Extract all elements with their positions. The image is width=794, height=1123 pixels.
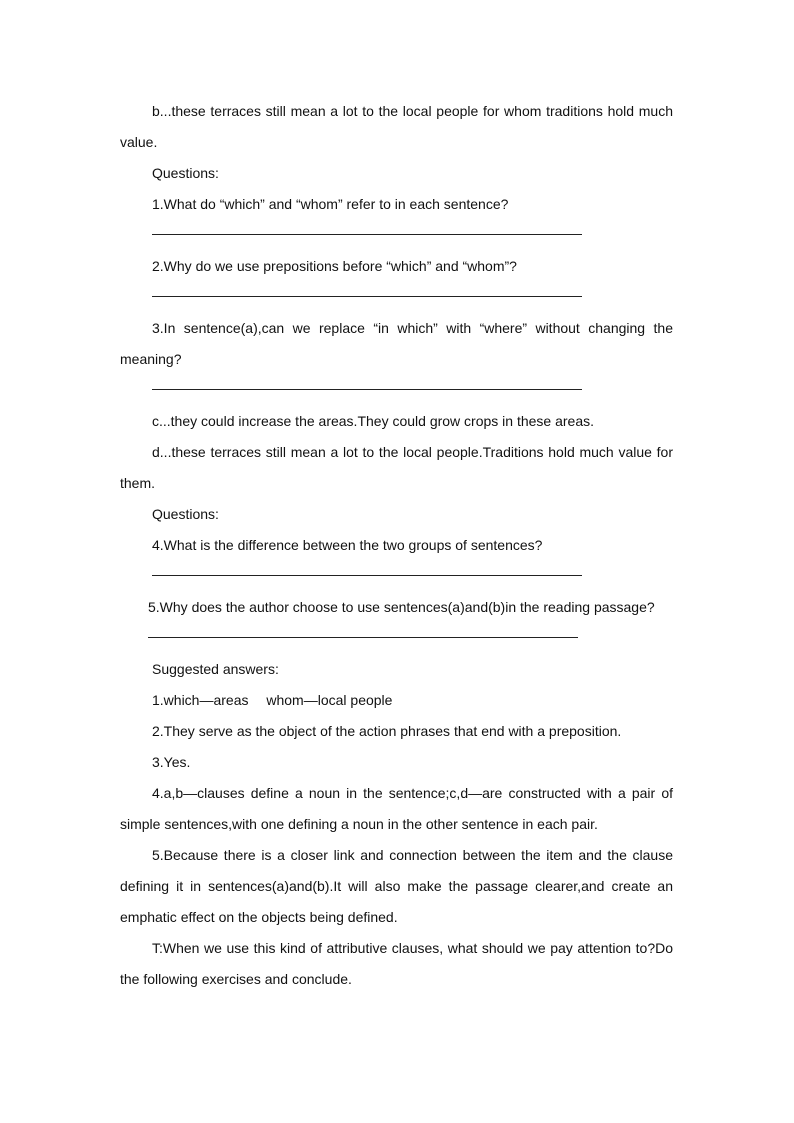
answer-4: 4.a,b—clauses define a noun in the sentence;c,d—are constructed with a pair of simple sentences,with one defining a noun in the other sentence in each pair. bbox=[120, 785, 673, 832]
question-4: 4.What is the difference between the two groups of sentences? bbox=[152, 537, 543, 553]
answer-line-5 bbox=[120, 623, 673, 654]
answer-line-2 bbox=[120, 282, 673, 313]
answer-line-3 bbox=[120, 375, 673, 406]
document-body bbox=[120, 96, 673, 995]
answer-2: 2.They serve as the object of the action phrases that end with a preposition. bbox=[152, 723, 622, 739]
question-2: 2.Why do we use prepositions before “which” and “whom”? bbox=[152, 258, 517, 274]
question-3: 3.In sentence(a),can we replace “in which” with “where” without changing the meaning? bbox=[120, 320, 673, 367]
suggested-answers-label: Suggested answers: bbox=[152, 661, 279, 677]
answer-1: 1.which—areas whom—local people bbox=[152, 692, 393, 708]
answer-3: 3.Yes. bbox=[152, 754, 191, 770]
question-1: 1.What do “which” and “whom” refer to in each sentence? bbox=[152, 196, 509, 212]
teacher-prompt: T:When we use this kind of attributive clauses, what should we pay attention to?Do the following exercises and conclude. bbox=[120, 940, 673, 987]
sentence-c: c...they could increase the areas.They could grow crops in these areas. bbox=[152, 413, 595, 429]
sentence-d: d...these terraces still mean a lot to the local people.Traditions hold much value for them. bbox=[120, 444, 673, 491]
answer-line-1 bbox=[120, 220, 673, 251]
sentence-b: b...these terraces still mean a lot to the local people for whom traditions hold much value. bbox=[120, 103, 673, 150]
questions-label: Questions: bbox=[152, 165, 219, 181]
answer-5: 5.Because there is a closer link and connection between the item and the clause defining it in sentences(a)and(b).It will also make the passage clearer,and create an emphatic effect on the objects being defined. bbox=[120, 847, 673, 925]
answer-line-4 bbox=[120, 561, 673, 592]
question-5: 5.Why does the author choose to use sentences(a)and(b)in the reading passage? bbox=[148, 599, 655, 615]
questions-label: Questions: bbox=[152, 506, 219, 522]
